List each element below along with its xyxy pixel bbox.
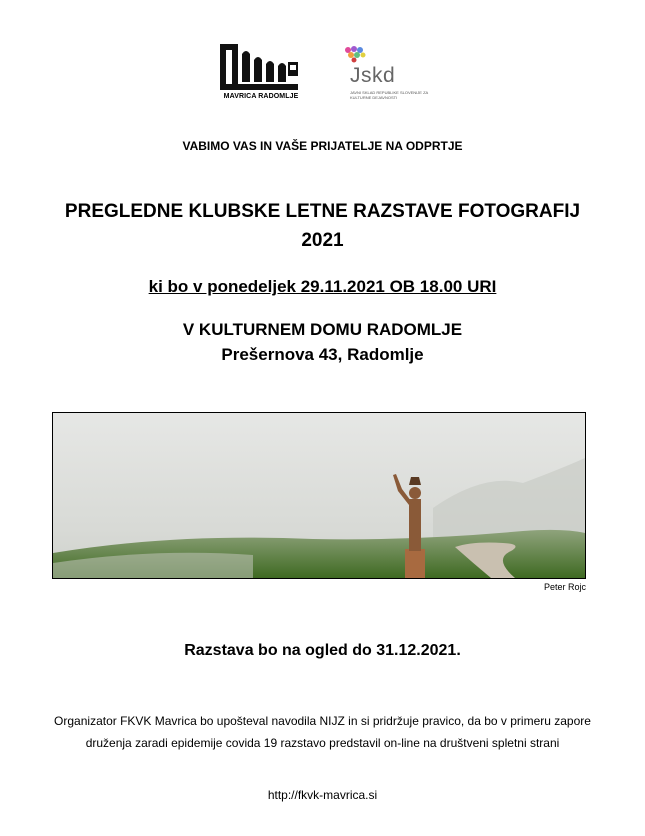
invitation-line: VABIMO VAS IN VAŠE PRIJATELJE NA ODPRTJE [182, 139, 463, 153]
jskd-subtitle: JAVNI SKLAD REPUBLIKE SLOVENIJE ZA KULTURNE DEJAVNOSTI [350, 90, 428, 100]
venue-name: V KULTURNEM DOMU RADOMLJE [182, 320, 463, 339]
exhibition-title-line1: PREGLEDNE KLUBSKE LETNE RAZSTAVE FOTOGRAFIJ [64, 201, 581, 222]
jskd-logo [340, 44, 428, 106]
venue [0, 317, 645, 367]
exhibition-end-date: Razstava bo na ogled do 31.12.2021. [184, 642, 461, 659]
mavrica-logo [220, 42, 302, 106]
mavrica-logo-graphic [220, 42, 302, 92]
jskd-logo-graphic [342, 44, 372, 66]
organizer-note: Organizator FKVK Mavrica bo upošteval navodila NIJZ in si pridržuje pravico, da bo v primeru zapore druženja zaradi epidemije covida 19 razstavo predstavil on-line na društveni spletni strani [54, 714, 591, 750]
website-link[interactable]: http://fkvk-mavrica.si [267, 788, 378, 802]
exhibition-title [0, 197, 645, 255]
exhibition-title-year: 2021 [301, 230, 344, 251]
mavrica-logo-text: MAVRICA RADOMLJE [223, 93, 299, 100]
venue-address: Prešernova 43, Radomlje [221, 345, 424, 364]
date-text: ki bo v ponedeljek 29.11.2021 OB 18.00 URI [148, 277, 497, 296]
photo-credit: Peter Rojc [543, 582, 586, 592]
date-line [0, 277, 645, 297]
exhibition-photo [52, 412, 586, 579]
jskd-wordmark: Jskd [350, 64, 396, 87]
foggy-landscape-image [53, 413, 585, 578]
